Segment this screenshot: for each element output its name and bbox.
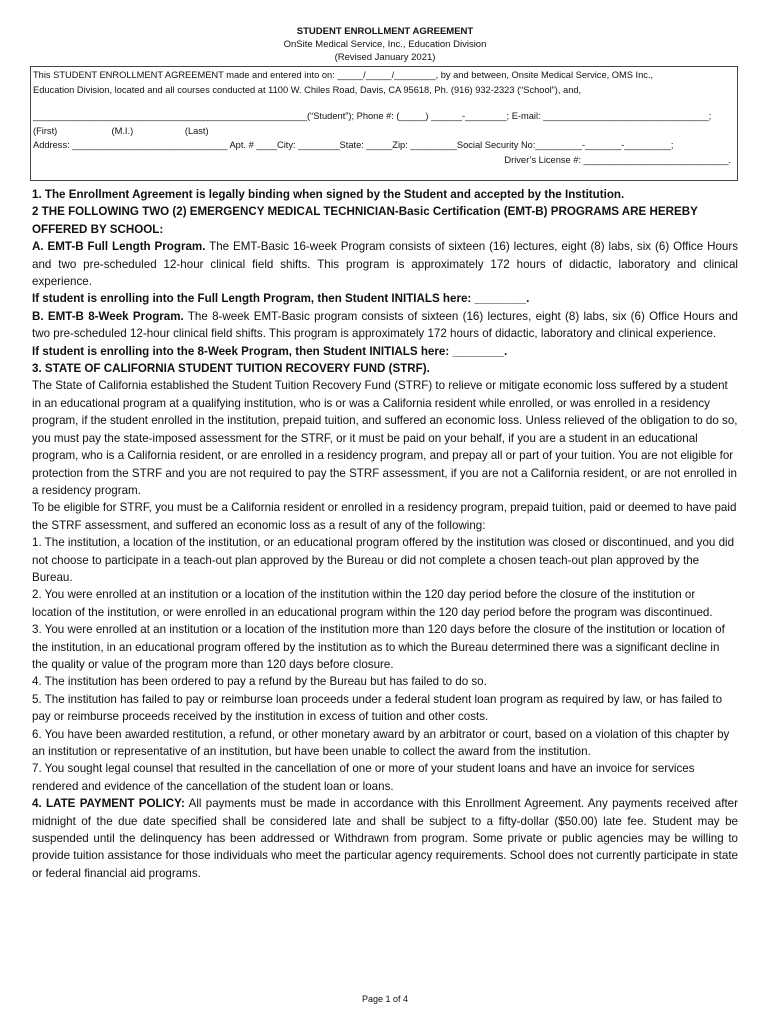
strf-item-1: 1. The institution, a location of the institution, or an educational program offered by the institution was closed or discontinued, and you did not choose to participate in a teach-out plan approved by the Bureau or did not complete a chosen teach-out plan approved by the Bureau. bbox=[32, 536, 735, 584]
strf-item-6: 6. You have been awarded restitution, a refund, or other monetary award by an arbitrator or court, based on a violation of this chapter by an institution or representative of an institution, but have been unable to collect the award from the institution. bbox=[32, 727, 730, 758]
program-a-title: A. EMT-B Full Length Program. bbox=[32, 240, 206, 254]
strf-item-7: 7. You sought legal counsel that resulted in the cancellation of one or more of your student loans and have an invoice for services rendered and evidence of the cancellation of the student loan or loans. bbox=[32, 762, 695, 793]
agreement-date-line[interactable]: This STUDENT ENROLLMENT AGREEMENT made and entered into on: _____/_____/________, by and between, Onsite Medical Service, OMS Inc., bbox=[33, 70, 654, 80]
student-info-box bbox=[30, 66, 738, 181]
section-3-heading: 3. STATE OF CALIFORNIA STUDENT TUITION RECOVERY FUND (STRF). bbox=[32, 362, 430, 376]
strf-item-4: 4. The institution has been ordered to pay a refund by the Bureau but has failed to do so. bbox=[32, 675, 487, 689]
program-a-initials[interactable]: If student is enrolling into the Full Length Program, then Student INITIALS here: ________. bbox=[32, 292, 530, 306]
revision-date: (Revised January 2021) bbox=[334, 52, 436, 63]
strf-paragraph-1: The State of California established the Student Tuition Recovery Fund (STRF) to relieve or mitigate economic loss suffered by a student in an educational program at a qualifying institution, who is or was a California resident while enrolled, or was enrolled in a residency program, if the student enrolled in the institution, prepaid tuition, and suffered an economic loss. Unless relieved of the obligation to do so, you must pay the state-imposed assessment for the STRF, or it must be paid on your behalf, if you are a student in an educational program, who is a California resident, or are enrolled in a residency program, and prepay all or part of your tuition. You are not eligible for protection from the STRF and you are not required to pay the STRF assessment, if you are not a California resident, or are not enrolled in a residency program. bbox=[32, 379, 738, 497]
section-2-heading: 2 THE FOLLOWING TWO (2) EMERGENCY MEDICAL TECHNICIAN-Basic Certification (EMT-B) PROGRAMS ARE HEREBY OFFERED BY SCHOOL: bbox=[32, 205, 698, 236]
section-4 bbox=[32, 795, 738, 882]
program-b-text: The 8-week EMT-Basic program consists of sixteen (16) lectures, eight (8) labs, six (6) Office Hours and two pre-scheduled 12-hour clinical field shifts. This program is approximately 172 hours of didactic, laboratory and clinical experience. bbox=[32, 309, 739, 341]
document-header bbox=[0, 0, 770, 64]
student-address-line[interactable]: Address: ______________________________ Apt. # ____City: ________State: _____Zip: _________Social Security No:_________-_______-_________; bbox=[33, 140, 674, 150]
student-name-phone-email-line[interactable]: _____________________________________________________(“Student”); Phone #: (_____) ______-________; E-mail: ________________________________; bbox=[33, 111, 712, 121]
program-a bbox=[32, 238, 738, 290]
school-address-line: Education Division, located and all courses conducted at 1100 W. Chiles Road, Davis, CA 95618, Ph. (916) 932-2323 (“School”), and, bbox=[33, 84, 582, 95]
program-b-initials[interactable]: If student is enrolling into the 8-Week Program, then Student INITIALS here: ________. bbox=[32, 344, 508, 358]
section-1: 1. The Enrollment Agreement is legally binding when signed by the Student and accepted by the Institution. bbox=[32, 188, 625, 201]
strf-paragraph-2: To be eligible for STRF, you must be a California resident or enrolled in a residency program, prepaid tuition, paid or deemed to have paid the STRF assessment, and suffered an economic loss as a result of any of the following: bbox=[32, 501, 737, 532]
program-b bbox=[32, 308, 738, 343]
name-field-labels: (First) (M.I.) (Last) bbox=[33, 125, 209, 136]
organization-name: OnSite Medical Service, Inc., Education Division bbox=[283, 39, 487, 50]
strf-item-5: 5. The institution has failed to pay or reimburse loan proceeds under a federal student loan program as required by law, or has failed to pay or reimburse proceeds received by the institution in excess of tuition and other costs. bbox=[32, 692, 723, 724]
document-title: STUDENT ENROLLMENT AGREEMENT bbox=[296, 26, 474, 37]
program-b-title: B. EMT-B 8-Week Program. bbox=[32, 309, 184, 323]
drivers-license-line[interactable]: Driver’s License #: ____________________________. bbox=[504, 154, 731, 165]
strf-item-3: 3. You were enrolled at an institution or a location of the institution more than 120 days before the closure of the institution or location of the institution, in an educational program offered by the institution as to which the Bureau determined there was a significant decline in the quality or value of the program more than 120 days before closure. bbox=[32, 623, 725, 671]
program-a-text: The EMT-Basic 16-week Program consists of sixteen (16) lectures, eight (8) labs, six (6) Office Hours and two pre-scheduled 12-hour clinical field shifts. This program is approximately 172 hours of didactic, laboratory and clinical experience. bbox=[32, 240, 738, 289]
agreement-body bbox=[32, 186, 738, 882]
strf-item-2: 2. You were enrolled at an institution or a location of the institution within the 120 day period before the closure of the institution or location of the institution, or were enrolled in an educational program within the 120 day period before the program was discontinued. bbox=[32, 588, 713, 619]
page-number: Page 1 of 4 bbox=[361, 994, 409, 1004]
section-4-title: 4. LATE PAYMENT POLICY: bbox=[32, 797, 185, 811]
section-4-text: All payments must be made in accordance with this Enrollment Agreement. Any payments received after midnight of the due date specified shall be considered late and shall be subject to a fifty-dollar ($50.00) late fee. Student may be suspended until the delinquency has been addressed or Withdrawn from program. Some private or public agencies may be willing to provide tuition assistance for those individuals who meet the particular agency requirements. School does not currently participate in state or federal financial aid programs. bbox=[32, 797, 738, 880]
